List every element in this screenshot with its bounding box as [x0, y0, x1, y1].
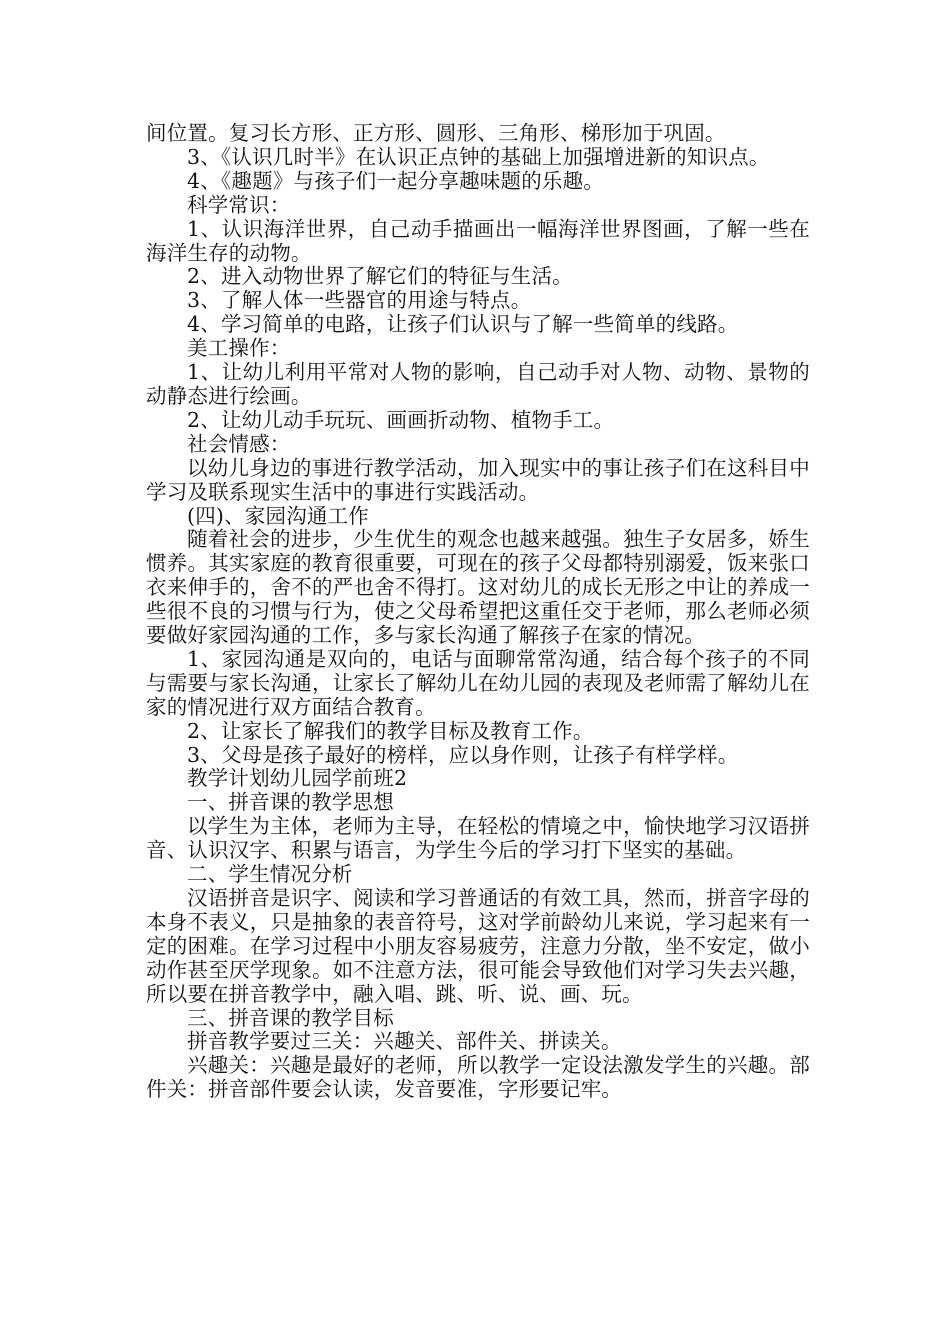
paragraph: 间位置。复习长方形、正方形、圆形、三角形、梯形加于巩固。 [146, 121, 726, 145]
paragraph: 3、了解人体一些器官的用途与特点。 [187, 288, 532, 313]
paragraph: 1、认识海洋世界，自己动手描画出一幅海洋世界图画，了解一些在海洋生存的动物。 [146, 216, 810, 265]
section-heading: 科学常识： [187, 192, 291, 217]
section-heading: 三、拼音课的教学目标 [187, 1005, 394, 1030]
section-heading: (四)、家园沟通工作 [187, 503, 369, 528]
paragraph: 拼音教学要过三关：兴趣关、部件关、拼读关。 [187, 1029, 622, 1054]
section-heading: 社会情感： [187, 431, 291, 456]
section-heading: 美工操作： [187, 336, 291, 361]
paragraph: 兴趣关：兴趣是最好的老师，所以教学一定设法激发学生的兴趣。部件关：拼音部件要会认读，发音要准，字形要记牢。 [146, 1053, 810, 1102]
paragraph: 2、进入动物世界了解它们的特征与生活。 [187, 264, 573, 289]
paragraph: 以学生为主体，老师为主导，在轻松的情境之中，愉快地学习汉语拼音、认识汉字、积累与语言，为学生今后的学习打下坚实的基础。 [146, 814, 810, 863]
paragraph: 3、父母是孩子最好的榜样，应以身作则，让孩子有样学样。 [187, 742, 739, 767]
paragraph: 1、家园沟通是双向的，电话与面聊常常沟通，结合每个孩子的不同与需要与家长沟通，让家长了解幼儿在幼儿园的表现及老师需了解幼儿在家的情况进行双方面结合教育。 [146, 646, 810, 719]
paragraph: 随着社会的进步，少生优生的观念也越来越强。独生子女居多，娇生惯养。其实家庭的教育很重要，可现在的孩子父母都特别溺爱，饭来张口衣来伸手的，舍不的严也舍不得打。这对幼儿的成长无形之中让的养成一些很不良的习惯与行为，使之父母希望把这重任交于老师，那么老师必须要做好家园沟通的工作，多与家长沟通了解孩子在家的情况。 [146, 527, 810, 648]
paragraph: 以幼儿身边的事进行教学活动，加入现实中的事让孩子们在这科目中学习及联系现实生活中的事进行实践活动。 [146, 455, 810, 504]
paragraph: 1、让幼儿利用平常对人物的影响，自己动手对人物、动物、景物的动静态进行绘画。 [146, 360, 810, 408]
section-heading: 二、学生情况分析 [187, 862, 353, 887]
paragraph: 4、学习简单的电路，让孩子们认识与了解一些简单的线路。 [187, 312, 739, 337]
paragraph: 4、《趣题》与孩子们一起分享趣味题的乐趣。 [187, 168, 604, 193]
document-title: 教学计划幼儿园学前班2 [187, 766, 408, 791]
paragraph: 2、让幼儿动手玩玩、画画折动物、植物手工。 [187, 407, 615, 432]
section-heading: 一、拼音课的教学思想 [187, 790, 394, 815]
document-body [146, 122, 810, 1102]
paragraph: 汉语拼音是识字、阅读和学习普通话的有效工具，然而，拼音字母的本身不表义，只是抽象的表音符号，这对学前龄幼儿来说，学习起来有一定的困难。在学习过程中小朋友容易疲劳，注意力分散，坐不安定，做小动作甚至厌学现象。如不注意方法，很可能会导致他们对学习失去兴趣，所以要在拼音教学中，融入唱、跳、听、说、画、玩。 [146, 886, 810, 1006]
paragraph: 3、《认识几时半》在认识正点钟的基础上加强增进新的知识点。 [187, 144, 770, 169]
paragraph: 2、让家长了解我们的教学目标及教育工作。 [187, 718, 594, 743]
